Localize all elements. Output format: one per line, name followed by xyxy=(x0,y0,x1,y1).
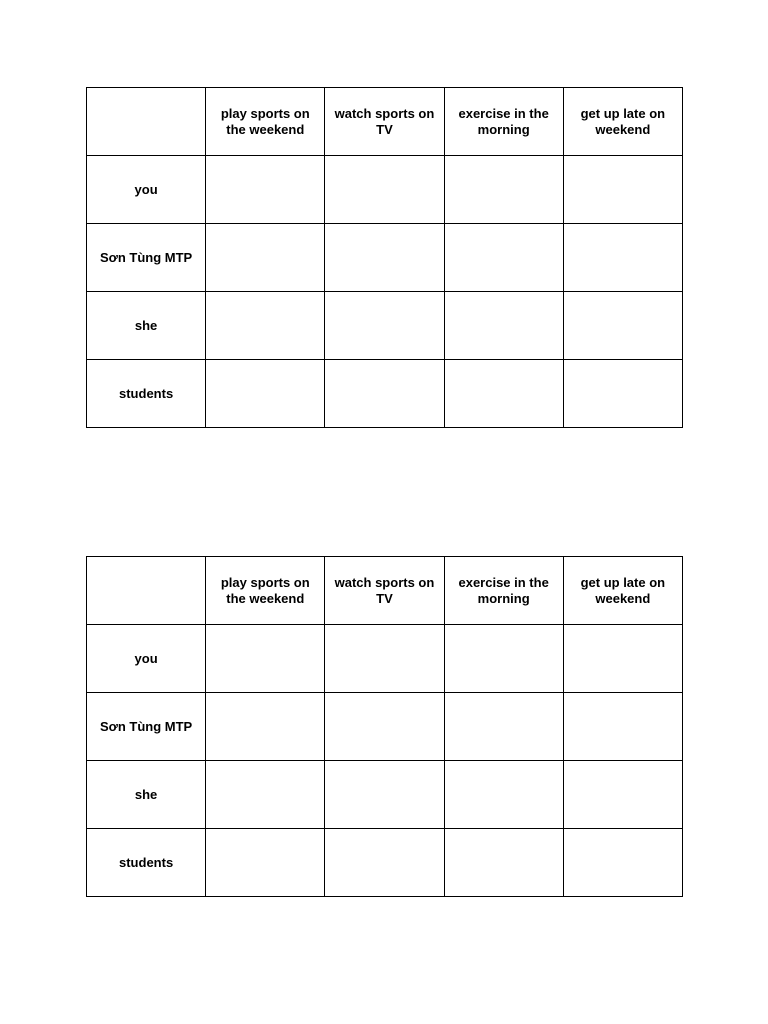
table-row xyxy=(87,761,683,829)
column-header: play sports on the weekend xyxy=(206,88,325,156)
column-header: play sports on the weekend xyxy=(206,557,325,625)
answer-cell[interactable] xyxy=(563,829,682,897)
row-label: you xyxy=(87,625,206,693)
row-label: Sơn Tùng MTP xyxy=(87,693,206,761)
header-corner-cell xyxy=(87,88,206,156)
answer-cell[interactable] xyxy=(325,829,444,897)
table-row xyxy=(87,829,683,897)
answer-cell[interactable] xyxy=(325,625,444,693)
column-header: watch sports on TV xyxy=(325,557,444,625)
row-label: you xyxy=(87,156,206,224)
answer-cell[interactable] xyxy=(206,292,325,360)
row-label: Sơn Tùng MTP xyxy=(87,224,206,292)
column-header: get up late on weekend xyxy=(563,88,682,156)
row-label: she xyxy=(87,761,206,829)
answer-cell[interactable] xyxy=(206,625,325,693)
column-header: exercise in the morning xyxy=(444,88,563,156)
answer-cell[interactable] xyxy=(206,156,325,224)
answer-cell[interactable] xyxy=(444,224,563,292)
answer-cell[interactable] xyxy=(206,761,325,829)
row-label: students xyxy=(87,360,206,428)
header-corner-cell xyxy=(87,557,206,625)
answer-cell[interactable] xyxy=(325,156,444,224)
column-header: exercise in the morning xyxy=(444,557,563,625)
answer-cell[interactable] xyxy=(325,693,444,761)
column-header: watch sports on TV xyxy=(325,88,444,156)
survey-table-2 xyxy=(86,556,683,897)
answer-cell[interactable] xyxy=(325,761,444,829)
table-row xyxy=(87,224,683,292)
answer-cell[interactable] xyxy=(563,625,682,693)
answer-cell[interactable] xyxy=(444,292,563,360)
answer-cell[interactable] xyxy=(444,829,563,897)
answer-cell[interactable] xyxy=(206,360,325,428)
survey-table-1 xyxy=(86,87,683,428)
header-row xyxy=(87,557,683,625)
answer-cell[interactable] xyxy=(325,360,444,428)
table-row xyxy=(87,360,683,428)
answer-cell[interactable] xyxy=(563,693,682,761)
table-row xyxy=(87,156,683,224)
header-row xyxy=(87,88,683,156)
table-row xyxy=(87,625,683,693)
answer-cell[interactable] xyxy=(444,693,563,761)
answer-cell[interactable] xyxy=(444,156,563,224)
answer-cell[interactable] xyxy=(444,625,563,693)
answer-cell[interactable] xyxy=(563,761,682,829)
answer-cell[interactable] xyxy=(206,693,325,761)
answer-cell[interactable] xyxy=(563,360,682,428)
column-header: get up late on weekend xyxy=(563,557,682,625)
answer-cell[interactable] xyxy=(563,292,682,360)
answer-cell[interactable] xyxy=(206,224,325,292)
answer-cell[interactable] xyxy=(325,292,444,360)
answer-cell[interactable] xyxy=(444,761,563,829)
answer-cell[interactable] xyxy=(444,360,563,428)
answer-cell[interactable] xyxy=(206,829,325,897)
table-row xyxy=(87,292,683,360)
row-label: she xyxy=(87,292,206,360)
row-label: students xyxy=(87,829,206,897)
table-row xyxy=(87,693,683,761)
answer-cell[interactable] xyxy=(563,224,682,292)
answer-cell[interactable] xyxy=(325,224,444,292)
answer-cell[interactable] xyxy=(563,156,682,224)
